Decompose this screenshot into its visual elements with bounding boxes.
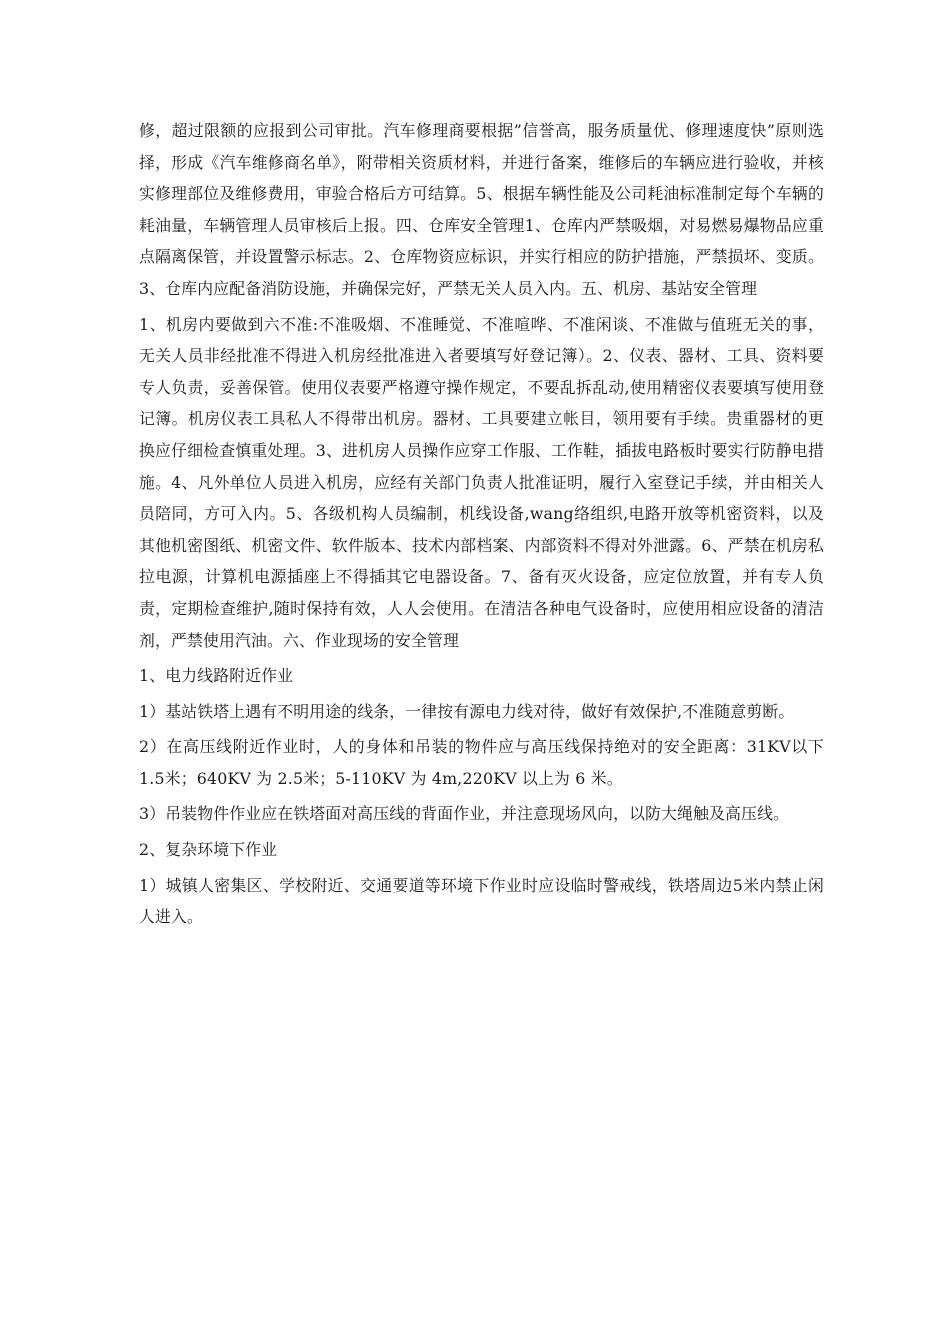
paragraph-unknown-lines: 1）基站铁塔上遇有不明用途的线条，一律按有源电力线对待，做好有效保护,不准随意剪断。 (139, 701, 795, 721)
paragraph-safe-distance: 2）在高压线附近作业时，人的身体和吊装的物件应与高压线保持绝对的安全距离：31KV以下 1.5米；640KV 为 2.5米；5-110KV 为 4m,220KV 以上为 6 米。 (139, 737, 824, 788)
paragraph-machine-room-rules: 1、机房内要做到六不准:不准吸烟、不准睡觉、不准喧哗、不准闲谈、不准做与值班无关的事，无关人员非经批准不得进入机房经批准进入者要填写好登记簿）。2、仪表、器材、工具、资料要专人负责，妥善保管。使用仪表要严格遵守操作规定，不要乱拆乱动,使用精密仪表要填写使用登记簿。机房仪表工具私人不得带出机房。器材、工具要建立帐目，领用要有手续。贵重器材的更换应仔细检查慎重处理。3、进机房人员操作应穿工作服、工作鞋，插拔电路板时要实行防静电措施。4、凡外单位人员进入机房，应经有关部门负责人批准证明，履行入室登记手续，并由相关人员陪同，方可入内。5、各级机构人员编制，机线设备,wang络组织,电路开放等机密资料，以及其他机密图纸、机密文件、软件版本、技术内部档案、内部资料不得对外泄露。6、严禁在机房私拉电源，计算机电源插座上不得插其它电器设备。7、备有灭火设备，应定位放置，并有专人负责，定期检查维护,随时保持有效，人人会使用。在清洁各种电气设备时，应使用相应设备的清洁剂，严禁使用汽油。六、作业现场的安全管理 (139, 314, 824, 650)
paragraph-crowded-area: 1）城镇人密集区、学校附近、交通要道等环境下作业时应设临时警戒线，铁塔周边5米内禁止闲人进入。 (139, 875, 824, 927)
paragraph-lifting-work: 3）吊装物件作业应在铁塔面对高压线的背面作业，并注意现场风向，以防大绳触及高压线。 (139, 804, 790, 824)
heading-power-line-work: 1、电力线路附近作业 (139, 666, 294, 686)
heading-complex-environment: 2、复杂环境下作业 (139, 840, 278, 860)
document-body (139, 115, 824, 937)
paragraph-vehicle-warehouse-room: 修，超过限额的应报到公司审批。汽车修理商要根据”信誉高，服务质量优、修理速度快”原则选择，形成《汽车维修商名单》，附带相关资质材料，并进行备案，维修后的车辆应进行验收，并核实修理部位及维修费用，审验合格后方可结算。5、根据车辆性能及公司耗油标准制定每个车辆的耗油量，车辆管理人员审核后上报。四、仓库安全管理1、仓库内严禁吸烟，对易燃易爆物品应重点隔离保管，并设置警示标志。2、仓库物资应标识，并实行相应的防护措施，严禁损坏、变质。3、仓库内应配备消防设施，并确保完好，严禁无关人员入内。五、机房、基站安全管理 (139, 121, 824, 298)
